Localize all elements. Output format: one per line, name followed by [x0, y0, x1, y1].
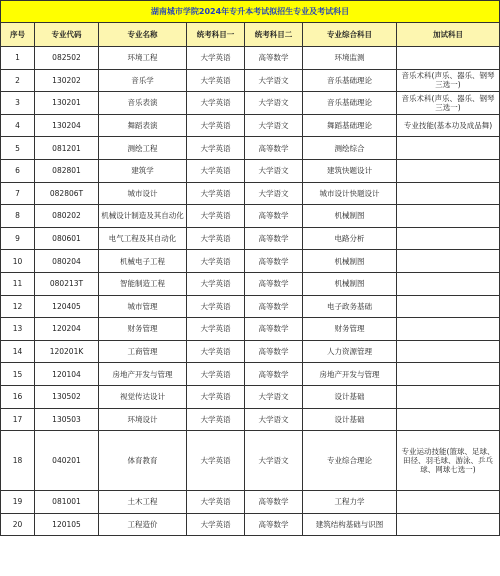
cell-no: 6	[1, 159, 35, 182]
cell-name: 房地产开发与管理	[99, 363, 187, 386]
table-row	[1, 205, 500, 228]
header-extra: 加试科目	[397, 23, 500, 47]
cell-name: 电气工程及其自动化	[99, 227, 187, 250]
cell-code: 130502	[35, 385, 99, 408]
cell-subject-1: 大学英语	[187, 182, 245, 205]
cell-code: 120104	[35, 363, 99, 386]
cell-code: 120405	[35, 295, 99, 318]
cell-extra: 音乐术科(声乐、器乐、钢琴三选一)	[397, 92, 500, 115]
cell-name: 土木工程	[99, 491, 187, 514]
cell-code: 040201	[35, 431, 99, 491]
cell-no: 18	[1, 431, 35, 491]
cell-subject-1: 大学英语	[187, 491, 245, 514]
cell-extra	[397, 250, 500, 273]
cell-name: 音乐表演	[99, 92, 187, 115]
cell-subject-1: 大学英语	[187, 69, 245, 92]
table-row	[1, 137, 500, 160]
cell-comprehensive: 工程力学	[303, 491, 397, 514]
cell-comprehensive: 人力资源管理	[303, 340, 397, 363]
cell-comprehensive: 环境监测	[303, 47, 397, 70]
cell-code: 082801	[35, 159, 99, 182]
table-row	[1, 114, 500, 137]
cell-subject-1: 大学英语	[187, 408, 245, 431]
cell-comprehensive: 建筑快题设计	[303, 159, 397, 182]
table-row	[1, 47, 500, 70]
cell-name: 视觉传达设计	[99, 385, 187, 408]
cell-name: 建筑学	[99, 159, 187, 182]
cell-code: 081201	[35, 137, 99, 160]
table-row	[1, 250, 500, 273]
table-row	[1, 318, 500, 341]
table-row	[1, 385, 500, 408]
title-row	[1, 1, 500, 23]
cell-subject-1: 大学英语	[187, 92, 245, 115]
cell-code: 082502	[35, 47, 99, 70]
cell-name: 城市管理	[99, 295, 187, 318]
cell-comprehensive: 音乐基础理论	[303, 92, 397, 115]
cell-name: 体育教育	[99, 431, 187, 491]
cell-subject-2: 高等数学	[245, 227, 303, 250]
cell-name: 环境工程	[99, 47, 187, 70]
cell-no: 13	[1, 318, 35, 341]
cell-subject-2: 高等数学	[245, 205, 303, 228]
cell-subject-2: 大学语文	[245, 69, 303, 92]
header-comprehensive: 专业综合科目	[303, 23, 397, 47]
cell-extra	[397, 159, 500, 182]
cell-code: 120201K	[35, 340, 99, 363]
cell-subject-1: 大学英语	[187, 318, 245, 341]
cell-subject-1: 大学英语	[187, 295, 245, 318]
cell-no: 4	[1, 114, 35, 137]
cell-subject-1: 大学英语	[187, 114, 245, 137]
cell-comprehensive: 音乐基础理论	[303, 69, 397, 92]
cell-subject-2: 高等数学	[245, 250, 303, 273]
cell-subject-2: 大学语文	[245, 182, 303, 205]
cell-comprehensive: 机械制图	[303, 272, 397, 295]
cell-subject-1: 大学英语	[187, 227, 245, 250]
cell-comprehensive: 机械制图	[303, 250, 397, 273]
header-subject-2: 统考科目二	[245, 23, 303, 47]
cell-no: 15	[1, 363, 35, 386]
cell-subject-1: 大学英语	[187, 363, 245, 386]
cell-no: 20	[1, 513, 35, 536]
cell-subject-1: 大学英语	[187, 431, 245, 491]
cell-code: 130204	[35, 114, 99, 137]
cell-extra	[397, 205, 500, 228]
cell-comprehensive: 建筑结构基础与识图	[303, 513, 397, 536]
cell-code: 080213T	[35, 272, 99, 295]
cell-subject-2: 大学语文	[245, 385, 303, 408]
cell-subject-1: 大学英语	[187, 385, 245, 408]
cell-code: 120204	[35, 318, 99, 341]
cell-extra: 专业运动技能(篮球、足球、田径、羽毛球、游泳、乒乓球、网球七选一)	[397, 431, 500, 491]
cell-extra	[397, 491, 500, 514]
cell-code: 082806T	[35, 182, 99, 205]
cell-name: 舞蹈表演	[99, 114, 187, 137]
table-row	[1, 340, 500, 363]
cell-no: 5	[1, 137, 35, 160]
cell-subject-1: 大学英语	[187, 272, 245, 295]
cell-no: 3	[1, 92, 35, 115]
table-row	[1, 295, 500, 318]
cell-comprehensive: 电路分析	[303, 227, 397, 250]
cell-no: 8	[1, 205, 35, 228]
cell-comprehensive: 设计基础	[303, 408, 397, 431]
cell-subject-2: 高等数学	[245, 340, 303, 363]
cell-subject-2: 大学语文	[245, 159, 303, 182]
cell-extra	[397, 385, 500, 408]
cell-subject-2: 高等数学	[245, 491, 303, 514]
table-row	[1, 69, 500, 92]
table-row	[1, 159, 500, 182]
cell-extra	[397, 363, 500, 386]
cell-name: 测绘工程	[99, 137, 187, 160]
cell-no: 9	[1, 227, 35, 250]
cell-subject-2: 高等数学	[245, 513, 303, 536]
cell-no: 16	[1, 385, 35, 408]
cell-no: 12	[1, 295, 35, 318]
cell-subject-1: 大学英语	[187, 159, 245, 182]
table-row	[1, 92, 500, 115]
cell-name: 机械电子工程	[99, 250, 187, 273]
cell-subject-2: 高等数学	[245, 318, 303, 341]
cell-no: 10	[1, 250, 35, 273]
cell-subject-2: 高等数学	[245, 363, 303, 386]
cell-comprehensive: 舞蹈基础理论	[303, 114, 397, 137]
cell-extra	[397, 408, 500, 431]
cell-no: 14	[1, 340, 35, 363]
cell-subject-2: 高等数学	[245, 272, 303, 295]
cell-subject-1: 大学英语	[187, 340, 245, 363]
cell-extra	[397, 340, 500, 363]
cell-no: 1	[1, 47, 35, 70]
cell-subject-1: 大学英语	[187, 250, 245, 273]
cell-name: 机械设计制造及其自动化	[99, 205, 187, 228]
cell-extra	[397, 272, 500, 295]
cell-extra	[397, 47, 500, 70]
cell-extra	[397, 295, 500, 318]
cell-subject-2: 大学语文	[245, 114, 303, 137]
table-row	[1, 491, 500, 514]
table-row	[1, 431, 500, 491]
cell-comprehensive: 测绘综合	[303, 137, 397, 160]
table-row	[1, 408, 500, 431]
cell-subject-2: 大学语文	[245, 431, 303, 491]
cell-code: 080204	[35, 250, 99, 273]
cell-subject-1: 大学英语	[187, 205, 245, 228]
header-subject-1: 统考科目一	[187, 23, 245, 47]
cell-comprehensive: 专业综合理论	[303, 431, 397, 491]
cell-code: 120105	[35, 513, 99, 536]
cell-name: 音乐学	[99, 69, 187, 92]
cell-name: 智能制造工程	[99, 272, 187, 295]
table-row	[1, 513, 500, 536]
cell-code: 130201	[35, 92, 99, 115]
cell-extra	[397, 318, 500, 341]
cell-code: 130202	[35, 69, 99, 92]
cell-extra	[397, 182, 500, 205]
cell-code: 081001	[35, 491, 99, 514]
cell-extra: 音乐术科(声乐、器乐、钢琴三选一)	[397, 69, 500, 92]
cell-extra	[397, 227, 500, 250]
header-code: 专业代码	[35, 23, 99, 47]
cell-name: 财务管理	[99, 318, 187, 341]
header-row	[1, 23, 500, 47]
cell-comprehensive: 财务管理	[303, 318, 397, 341]
cell-extra	[397, 137, 500, 160]
table-row	[1, 363, 500, 386]
cell-code: 130503	[35, 408, 99, 431]
cell-code: 080601	[35, 227, 99, 250]
cell-subject-2: 大学语文	[245, 408, 303, 431]
table-row	[1, 227, 500, 250]
cell-name: 城市设计	[99, 182, 187, 205]
cell-no: 7	[1, 182, 35, 205]
cell-comprehensive: 城市设计快题设计	[303, 182, 397, 205]
table-row	[1, 182, 500, 205]
cell-comprehensive: 设计基础	[303, 385, 397, 408]
table-title: 湖南城市学院2024年专升本考试拟招生专业及考试科目	[1, 1, 500, 23]
cell-subject-2: 高等数学	[245, 47, 303, 70]
cell-no: 2	[1, 69, 35, 92]
cell-subject-1: 大学英语	[187, 513, 245, 536]
header-no: 序号	[1, 23, 35, 47]
cell-subject-2: 大学语文	[245, 92, 303, 115]
cell-extra	[397, 513, 500, 536]
cell-comprehensive: 机械制图	[303, 205, 397, 228]
cell-subject-2: 高等数学	[245, 295, 303, 318]
cell-no: 17	[1, 408, 35, 431]
cell-code: 080202	[35, 205, 99, 228]
cell-no: 11	[1, 272, 35, 295]
cell-name: 环境设计	[99, 408, 187, 431]
cell-no: 19	[1, 491, 35, 514]
cell-comprehensive: 电子政务基础	[303, 295, 397, 318]
cell-name: 工程造价	[99, 513, 187, 536]
cell-subject-1: 大学英语	[187, 137, 245, 160]
cell-name: 工商管理	[99, 340, 187, 363]
header-name: 专业名称	[99, 23, 187, 47]
table-row	[1, 272, 500, 295]
cell-subject-1: 大学英语	[187, 47, 245, 70]
cell-extra: 专业技能(基本功及成品舞)	[397, 114, 500, 137]
cell-comprehensive: 房地产开发与管理	[303, 363, 397, 386]
cell-subject-2: 高等数学	[245, 137, 303, 160]
